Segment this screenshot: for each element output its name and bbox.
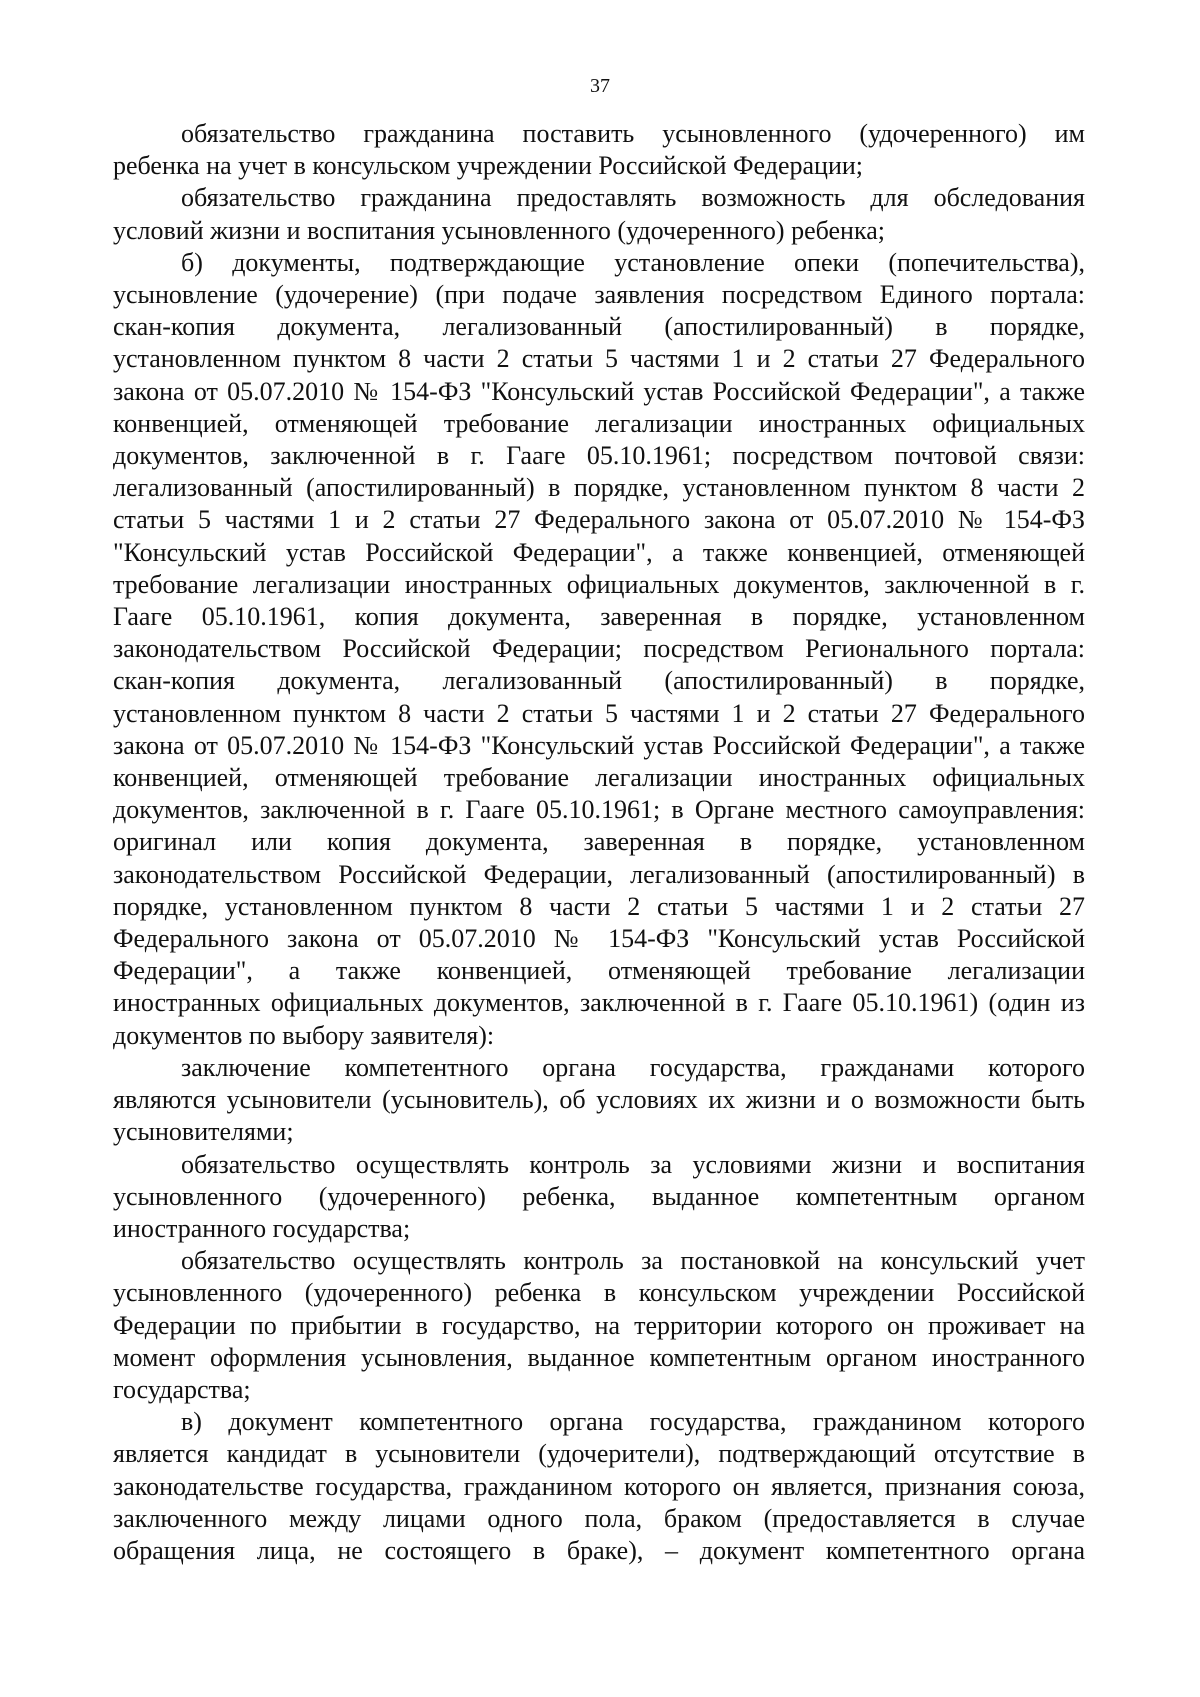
paragraph-line: Гааге 05.10.1961, копия документа, заверенная в порядке, установленном [113, 602, 1085, 632]
paragraph [113, 1149, 1085, 1246]
paragraph-line: обращения лица, не состоящего в браке), – документ компетентного органа [113, 1535, 1085, 1565]
paragraph-line: конвенцией, отменяющей требование легализации иностранных официальных [113, 763, 1085, 793]
paragraph [113, 1406, 1085, 1567]
paragraph-line: закона от 05.07.2010 № 154-ФЗ "Консульский устав Российской Федерации", а также [113, 376, 1085, 406]
paragraph-line: усыновление (удочерение) (при подаче заявления посредством Единого портала: [113, 280, 1085, 310]
paragraph-line: скан-копия документа, легализованный (апостилированный) в порядке, [113, 666, 1085, 696]
paragraph-line: заключенного между лицами одного пола, браком (предоставляется в случае [113, 1503, 1085, 1533]
paragraph-line: документов по выбору заявителя): [113, 1020, 495, 1050]
paragraph [113, 1245, 1085, 1406]
paragraph-line: иностранных официальных документов, заключенной в г. Гааге 05.10.1961) (один из [113, 988, 1085, 1018]
paragraph-line: документов, заключенной в г. Гааге 05.10.1961; посредством почтовой связи: [113, 441, 1085, 471]
paragraph-line: законодательством Российской Федерации; посредством Регионального портала: [113, 634, 1085, 664]
paragraph-line: Федерального закона от 05.07.2010 № 154-ФЗ "Консульский устав Российской [113, 924, 1085, 954]
paragraph-line: является кандидат в усыновители (удочерители), подтверждающий отсутствие в [113, 1439, 1085, 1469]
paragraph-line: конвенцией, отменяющей требование легализации иностранных официальных [113, 408, 1085, 438]
paragraph-line: Федерации по прибытии в государство, на территории которого он проживает на [113, 1310, 1085, 1340]
paragraph-line: обязательство гражданина поставить усыновленного (удочеренного) им [181, 119, 1085, 148]
paragraph-line: в) документ компетентного органа государства, гражданином которого [181, 1407, 1085, 1437]
paragraph-line: документов, заключенной в г. Гааге 05.10.1961; в Органе местного самоуправления: [113, 795, 1085, 825]
paragraph-line: обязательство гражданина предоставлять возможность для обследования [181, 183, 1085, 213]
paragraph-line: скан-копия документа, легализованный (апостилированный) в порядке, [113, 312, 1085, 342]
paragraph-line: требование легализации иностранных официальных документов, заключенной в г. [113, 569, 1085, 599]
paragraph-line: являются усыновители (усыновитель), об условиях их жизни и о возможности быть [113, 1085, 1085, 1115]
paragraph-line: законодательством Российской Федерации, легализованный (апостилированный) в [113, 859, 1085, 889]
paragraph-line: заключение компетентного органа государства, гражданами которого [181, 1052, 1085, 1082]
paragraph-line: Федерации", а также конвенцией, отменяющей требование легализации [113, 956, 1085, 986]
paragraph-line: оригинал или копия документа, заверенная в порядке, установленном [113, 827, 1085, 857]
paragraph-line: легализованный (апостилированный) в порядке, установленном пунктом 8 части 2 [113, 473, 1085, 503]
paragraph-line: иностранного государства; [113, 1213, 411, 1243]
paragraph-line: государства; [113, 1374, 251, 1404]
paragraph-line: обязательство осуществлять контроль за условиями жизни и воспитания [181, 1149, 1085, 1179]
paragraph-line: б) документы, подтверждающие установление опеки (попечительства), [181, 247, 1085, 277]
paragraph-line: закона от 05.07.2010 № 154-ФЗ "Консульский устав Российской Федерации", а также [113, 730, 1085, 760]
paragraph-line: усыновителями; [113, 1117, 294, 1147]
paragraph [113, 1052, 1085, 1149]
paragraph-line: момент оформления усыновления, выданное компетентным органом иностранного [113, 1342, 1085, 1372]
paragraph-line: установленном пунктом 8 части 2 статьи 5 частями 1 и 2 статьи 27 Федерального [113, 344, 1085, 374]
paragraph-line: ребенка на учет в консульском учреждении Российской Федерации; [113, 151, 864, 181]
paragraph-line: обязательство осуществлять контроль за постановкой на консульский учет [181, 1246, 1085, 1276]
paragraph-line: статьи 5 частями 1 и 2 статьи 27 Федерального закона от 05.07.2010 № 154-ФЗ [113, 505, 1085, 535]
paragraph-line: усыновленного (удочеренного) ребенка в консульском учреждении Российской [113, 1278, 1085, 1308]
document-body [113, 118, 1085, 1567]
paragraph [113, 182, 1085, 246]
paragraph-line: законодательстве государства, гражданином которого он является, признания союза, [113, 1471, 1085, 1501]
page-number: 37 [590, 75, 610, 97]
paragraph-line: усыновленного (удочеренного) ребенка, выданное компетентным органом [113, 1181, 1085, 1211]
paragraph-line: порядке, установленном пунктом 8 части 2 статьи 5 частями 1 и 2 статьи 27 [113, 891, 1085, 921]
paragraph-line: "Консульский устав Российской Федерации", а также конвенцией, отменяющей [113, 537, 1085, 567]
paragraph-line: установленном пунктом 8 части 2 статьи 5 частями 1 и 2 статьи 27 Федерального [113, 698, 1085, 728]
paragraph [113, 247, 1085, 1052]
paragraph-line: условий жизни и воспитания усыновленного (удочеренного) ребенка; [113, 215, 885, 245]
paragraph [113, 118, 1085, 182]
